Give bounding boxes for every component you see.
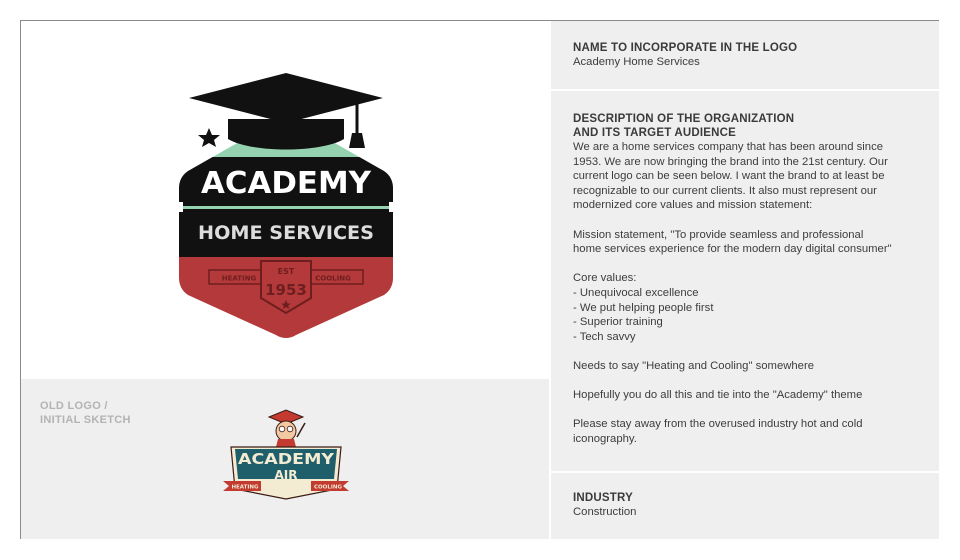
svg-text:HEATING: HEATING [221,274,257,283]
list-item: - Tech savvy [573,330,636,343]
core-values-list: Core values: - Unequivocal excellence - We put helping people first - Superior training - Tech savvy [573,271,917,344]
industry-value: Construction [573,506,637,518]
old-logo [221,407,351,507]
description-section [551,91,939,471]
svg-text:1953: 1953 [265,281,307,299]
svg-text:HEATING: HEATING [231,484,259,491]
mission-paragraph: Mission statement, "To provide seamless and professional home services experience for the modern day digital consumer" [573,228,892,256]
list-item: - We put helping people first [573,301,714,314]
svg-text:EST: EST [277,267,295,276]
description-body [573,140,917,446]
old-logo-area [21,379,549,539]
brief-card [20,20,939,539]
name-section [551,21,939,89]
industry-section [551,473,939,539]
star-icon [198,128,220,147]
iconography-note: Please stay away from the overused industry hot and cold iconography. [573,418,863,445]
mascot-icon [269,410,305,447]
logo-title: ACADEMY [201,166,373,201]
old-logo-label: OLD LOGO / INITIAL SKETCH [40,400,131,426]
intro-paragraph: We are a home services company that has been around since 1953. We are now bringing the brand into the 21st century. Our current logo can be seen below. I want the brand to at least be recognizable to our current clients. It also must represent our modernized core values and mission statement: [573,141,888,212]
new-logo [21,21,549,379]
list-item: - Unequivocal excellence [573,286,699,299]
svg-text:COOLING: COOLING [315,274,351,283]
svg-text:COOLING: COOLING [313,484,343,491]
graduation-cap-icon [189,73,383,150]
new-logo-area [21,21,549,379]
description-heading: DESCRIPTION OF THE ORGANIZATION AND ITS TARGET AUDIENCE [573,113,795,139]
list-item: - Superior training [573,316,663,329]
svg-text:ACADEMY: ACADEMY [238,450,336,468]
heating-note: Needs to say "Heating and Cooling" somewhere [573,359,814,372]
name-value: Academy Home Services [573,56,700,68]
theme-note: Hopefully you do all this and tie into the "Academy" theme [573,389,863,402]
industry-heading: INDUSTRY [573,492,633,504]
svg-text:AIR: AIR [274,468,298,482]
logo-subtitle: HOME SERVICES [198,222,374,244]
name-heading: NAME TO INCORPORATE IN THE LOGO [573,42,798,54]
